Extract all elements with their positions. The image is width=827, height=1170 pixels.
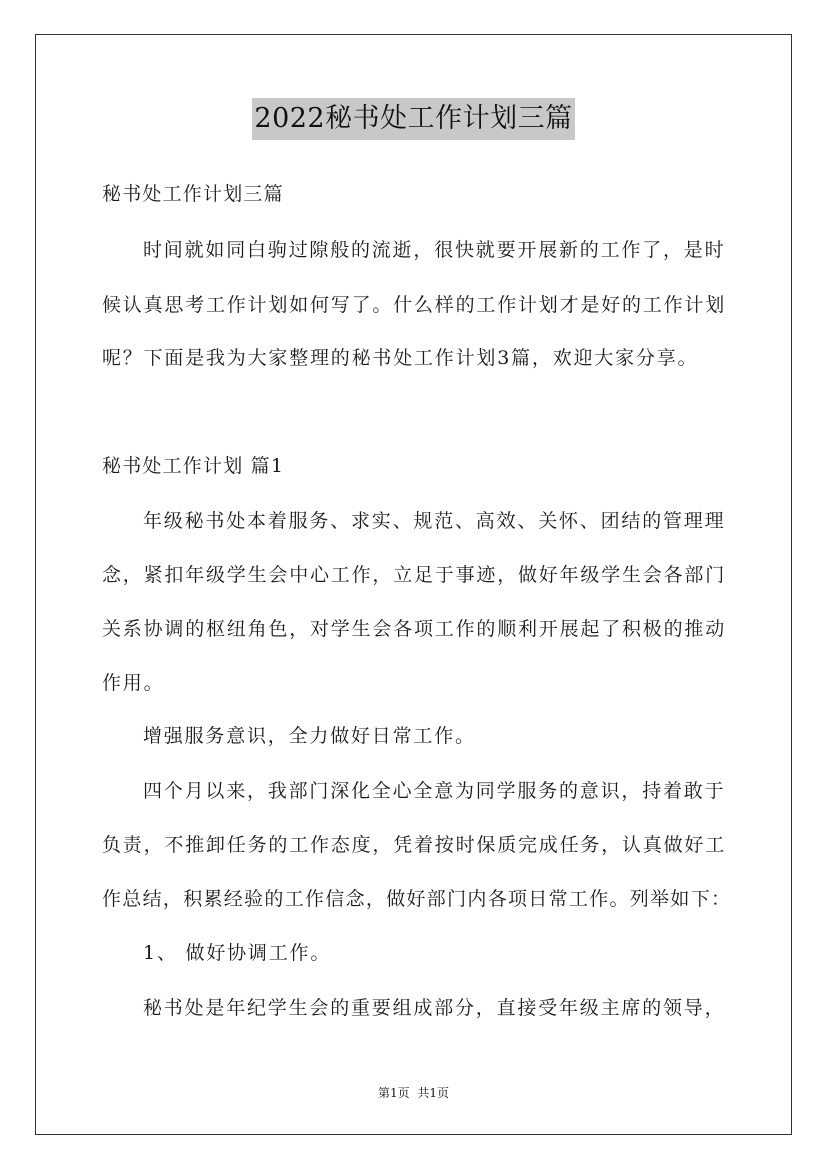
page-total: 共1页 bbox=[417, 1086, 450, 1100]
section-heading: 秘书处工作计划 篇1 bbox=[102, 455, 285, 477]
document-title: 2022秘书处工作计划三篇 bbox=[252, 98, 574, 140]
paragraph-line: 增强服务意识，全力做好日常工作。 bbox=[143, 725, 476, 747]
section-heading: 秘书处工作计划三篇 bbox=[102, 183, 284, 205]
paragraph-line: 四个月以来，我部门深化全心全意为同学服务的意识，持着敢于 bbox=[143, 780, 726, 802]
paragraph-line: 秘书处是年纪学生会的重要组成部分，直接受年级主席的领导， bbox=[143, 997, 726, 1019]
page-footer bbox=[0, 1085, 827, 1101]
paragraph-line: 念，紧扣年级学生会中心工作，立足于事迹，做好年级学生会各部门 bbox=[102, 564, 727, 586]
title-container bbox=[0, 98, 827, 140]
paragraph-line: 年级秘书处本着服务、求实、规范、高效、关怀、团结的管理理 bbox=[143, 510, 726, 532]
paragraph-line: 呢？下面是我为大家整理的秘书处工作计划3篇，欢迎大家分享。 bbox=[102, 347, 699, 369]
paragraph-line: 负责，不推卸任务的工作态度，凭着按时保质完成任务，认真做好工 bbox=[102, 834, 727, 856]
list-item: 1、 做好协调工作。 bbox=[143, 942, 332, 964]
page-number: 第1页 bbox=[377, 1086, 410, 1100]
paragraph-line: 候认真思考工作计划如何写了。什么样的工作计划才是好的工作计划 bbox=[102, 294, 727, 316]
paragraph-line: 关系协调的枢纽角色，对学生会各项工作的顺利开展起了积极的推动 bbox=[102, 618, 727, 640]
paragraph-line: 时间就如同白驹过隙般的流逝，很快就要开展新的工作了，是时 bbox=[143, 239, 726, 261]
paragraph-line: 作用。 bbox=[102, 672, 165, 694]
paragraph-line: 作总结，积累经验的工作信念，做好部门内各项日常工作。列举如下： bbox=[102, 888, 732, 910]
